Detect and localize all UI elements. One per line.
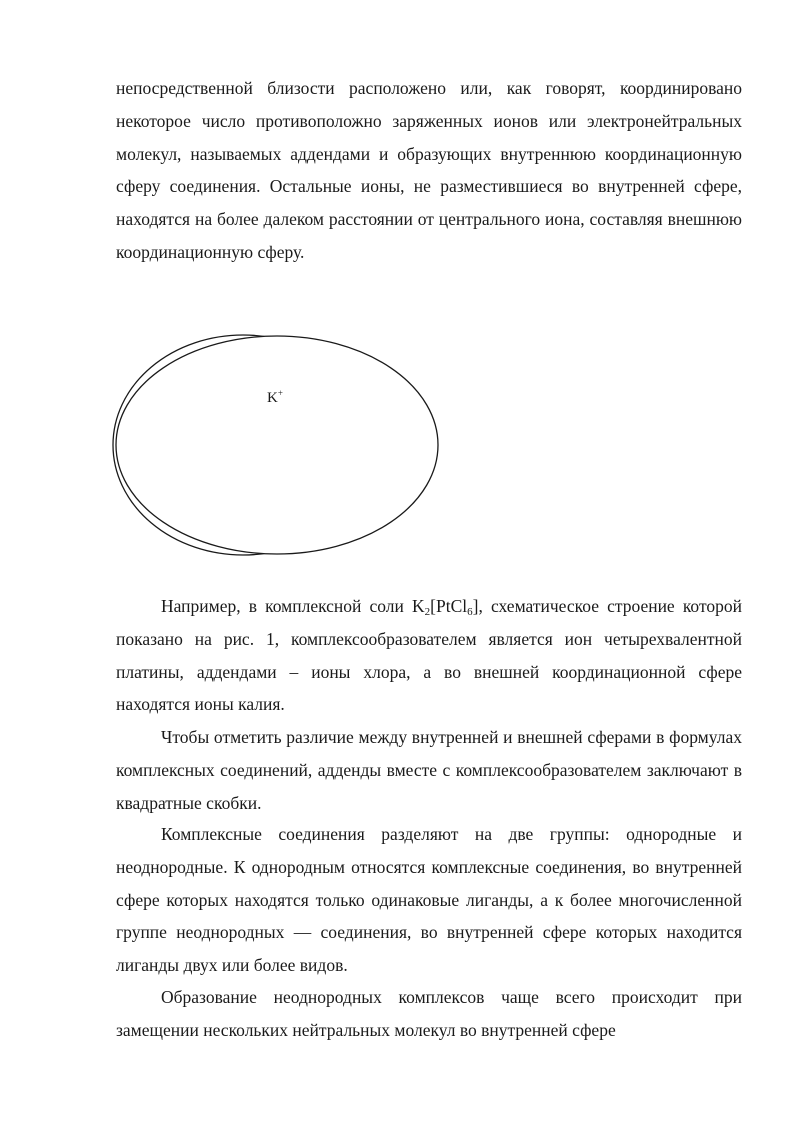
paragraph-4: Комплексные соединения разделяют на две группы: однородные и неоднородные. К однородным относятся комплексные соединения, во внутренней сфере которых находятся только одинаковые лиганды, а к более многочисленной группе неоднородных — соединения, во внутренней сфере которых находится лиганды двух или более видов.	[116, 824, 742, 976]
paragraph-5: Образование неоднородных комплексов чаще всего происходит при замещении нескольких нейтральных молекул во внутренней сфере	[116, 987, 742, 1040]
paragraph-3: Чтобы отметить различие между внутренней и внешней сферами в формулах комплексных соединений, адденды вместе с комплексообразователем заключают в квадратные скобки.	[116, 727, 742, 813]
potassium-ion-label: K+	[267, 388, 283, 406]
inner-sphere-ellipse	[116, 336, 438, 554]
complex-diagram	[110, 330, 445, 560]
paragraph-1: непосредственной близости расположено или, как говорят, координировано некоторое число противоположно заряженных ионов или электронейтральных молекул, называемых аддендами и образующих внутреннюю координационную сферу соединения. Остальные ионы, не разместившиеся во внутренней сфере, находятся на более далеком расстоянии от центрального иона, составляя внешнюю координационную сферу.	[116, 78, 742, 262]
paragraph-2: Например, в комплексной соли $K_2[PtCl_6]$, схематическое строение которой показано на рис. 1, комплексообразователем является ион четырехвалентной платины, аддендами – ионы хлора, а во внешней координационной сфере находятся ионы калия.	[116, 596, 742, 715]
complex-sphere-figure	[110, 330, 445, 560]
